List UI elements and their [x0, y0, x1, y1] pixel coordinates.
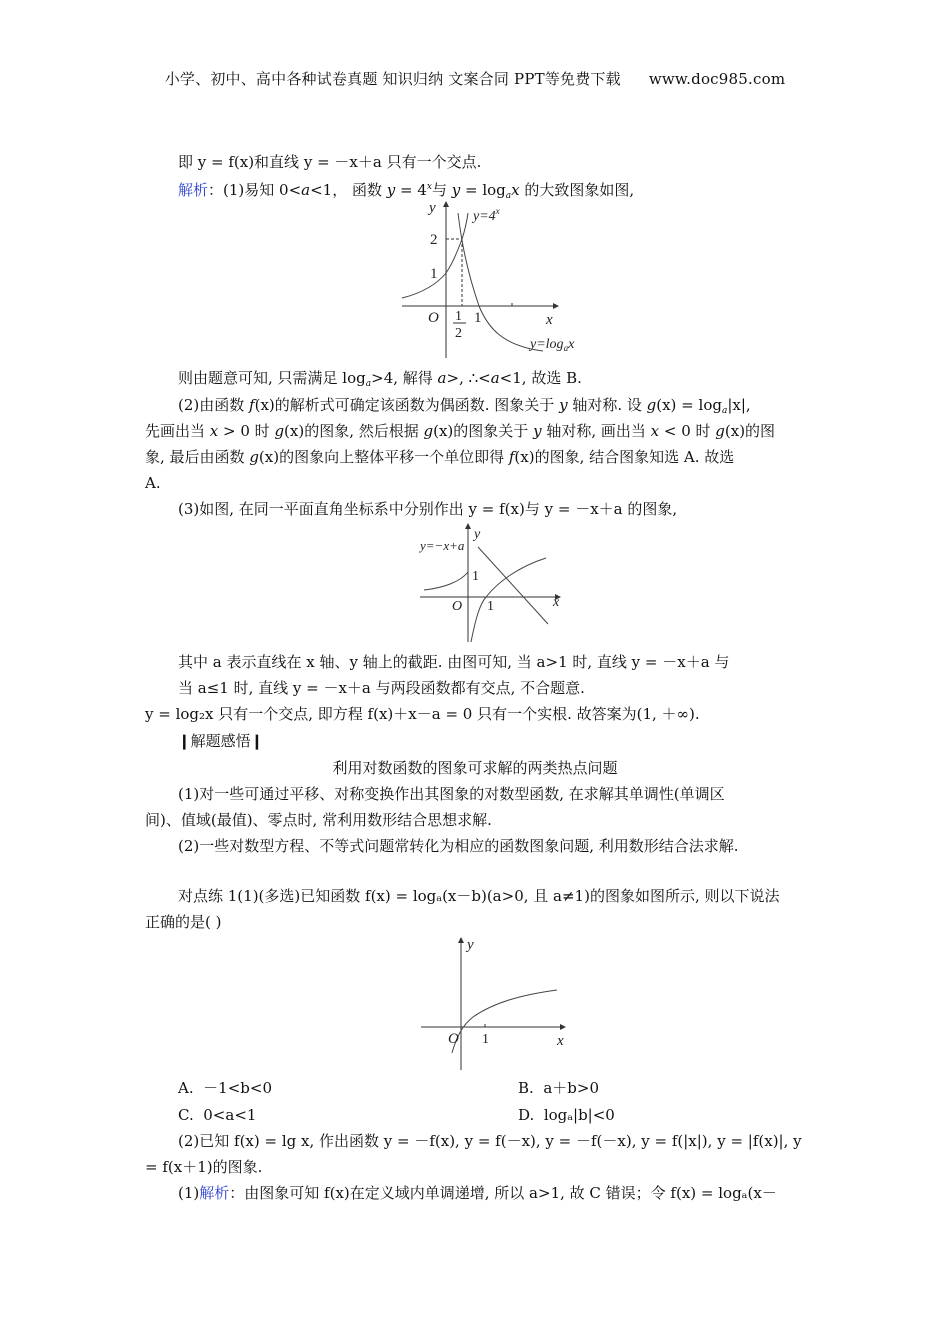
intercept-line-2: 当 a≤1 时, 直线 y = －x＋a 与两段函数都有交点, 不合题意. — [178, 679, 585, 697]
text: > 0 时 — [218, 422, 275, 440]
text: (2)由函数 — [178, 396, 250, 414]
log-curve — [452, 990, 557, 1053]
var: a — [365, 379, 372, 389]
line-label: y=−x+a — [420, 538, 465, 553]
var: a — [437, 369, 447, 387]
text: <1， 函数 — [310, 181, 387, 199]
var: x — [650, 422, 660, 440]
text: = 4 — [395, 181, 427, 199]
var: x — [209, 422, 219, 440]
text: (1) — [178, 1184, 200, 1202]
text: ：由图象可知 f(x)在定义域内单调递增, 所以 a>1, 故 C 错误；令 f(x) = logₐ(x－ — [229, 1184, 777, 1202]
header-site-link[interactable]: www.doc985.com — [648, 70, 786, 88]
var: g — [249, 448, 259, 466]
text: <1, 故选 B. — [499, 369, 582, 387]
text: 则由题意可知, 只需满足 log — [178, 369, 366, 387]
x-tick-1: 1 — [487, 599, 494, 614]
insight-1-line-2: 间)、值域(最值)、零点时, 常利用数形结合思想求解. — [145, 811, 492, 829]
insight-2: (2)一些对数型方程、不等式问题常转化为相应的函数图象问题, 利用数形结合法求解. — [178, 837, 739, 855]
text: >, ∴< — [446, 369, 491, 387]
curve-log — [458, 213, 543, 351]
figure-exp-log-graph — [398, 198, 598, 360]
intro-line: 即 y = f(x)和直线 y = －x＋a 只有一个交点. — [178, 153, 482, 171]
intercept-line-3: y = log₂x 只有一个交点, 即方程 f(x)＋x－a = 0 只有一个实根. 故答案为(1, ＋∞). — [145, 705, 700, 723]
x-tick-half-den: 2 — [455, 326, 462, 341]
var: g — [423, 422, 434, 440]
option-text: －1<b<0 — [203, 1079, 272, 1097]
text: 的大致图象如图, — [519, 181, 635, 199]
var: f — [249, 396, 255, 414]
text: 先画出当 — [145, 422, 210, 440]
figure-log-shift-graph — [415, 935, 567, 1073]
origin-label: O — [448, 1031, 459, 1047]
var: y — [451, 181, 461, 199]
var: g — [274, 422, 285, 440]
intercept-line-1: 其中 a 表示直线在 x 轴、y 轴上的截距. 由图可知, 当 a>1 时, 直线 y = －x＋a 与 — [178, 653, 730, 671]
x-tick-half-num: 1 — [455, 309, 462, 324]
curve-exp — [402, 213, 468, 298]
y-axis-label: y — [429, 200, 436, 216]
x-tick-1-label: 1 — [482, 1032, 489, 1047]
analysis-label: 解析 — [199, 1184, 230, 1202]
var: f — [508, 448, 515, 466]
option-b[interactable] — [518, 1078, 599, 1098]
option-d[interactable] — [518, 1105, 615, 1125]
text: (x)的图象关于 — [433, 422, 534, 440]
text: (x)的解析式可确定该函数为偶函数. 图象关于 — [254, 396, 560, 414]
insight-tag: ❙解题感悟❙ — [178, 732, 264, 750]
page-header — [0, 68, 950, 89]
option-text: logₐ|b|<0 — [543, 1106, 615, 1124]
text: (x)的图象, 结合图象知选 A. 故选 — [514, 448, 735, 466]
text: < 0 时 — [659, 422, 716, 440]
x-axis-label: x — [553, 595, 560, 610]
option-letter: C. — [178, 1106, 194, 1124]
exercise-q2-line-1: (2)已知 f(x) = lg x, 作出函数 y = －f(x), y = f(－x), y = －f(－x), y = f(|x|), y = |f(x)|, y — [178, 1132, 802, 1150]
text: (x)的图象向上整体平移一个单位即得 — [258, 448, 509, 466]
y-tick-2: 2 — [430, 232, 438, 248]
exercise-answer-line — [178, 1183, 777, 1203]
var: a — [301, 181, 311, 199]
option-letter: D. — [518, 1106, 535, 1124]
text: 轴对称. 设 — [567, 396, 647, 414]
var: g — [715, 422, 725, 440]
text: = log — [460, 181, 506, 199]
x-tick-1: 1 — [474, 310, 482, 326]
y-axis-label: y — [474, 527, 481, 542]
var: x — [511, 181, 520, 199]
text: (x)的图 — [724, 422, 776, 440]
text: (x) = log — [656, 396, 722, 414]
part2-line-2 — [145, 421, 775, 441]
var: g — [646, 396, 657, 414]
curve-exp-label: $y=4^x$ — [473, 206, 500, 224]
origin-label: O — [428, 310, 439, 326]
conclusion-line-1 — [178, 368, 582, 394]
text: 与 — [431, 181, 452, 199]
option-a[interactable] — [178, 1078, 272, 1098]
y-axis-label: y — [467, 937, 474, 953]
exercise-q2-line-2: = f(x＋1)的图象. — [145, 1158, 263, 1176]
option-c[interactable] — [178, 1105, 256, 1125]
x-axis-label: x — [546, 312, 553, 328]
part2-line-3 — [145, 447, 734, 467]
text: |x|, — [727, 396, 751, 414]
var: a — [721, 406, 728, 416]
option-text: a＋b>0 — [543, 1079, 600, 1097]
y-tick-1: 1 — [430, 266, 438, 282]
curve-left-branch — [424, 572, 468, 590]
origin-label: O — [452, 599, 463, 614]
option-text: 0<a<1 — [203, 1106, 257, 1124]
text: 轴对称, 画出当 — [541, 422, 651, 440]
text: >4, 解得 — [371, 369, 438, 387]
curve-log-label: $y=\log_ax$ — [530, 337, 575, 353]
var: a — [505, 191, 512, 201]
var: x — [426, 182, 432, 192]
part2-line-4: A. — [145, 474, 161, 492]
option-letter: B. — [518, 1079, 534, 1097]
insight-title: 利用对数函数的图象可求解的两类热点问题 — [332, 759, 618, 777]
figure-line-log-graph — [418, 522, 568, 644]
exercise-question-line-1: 对点练 1(1)(多选)已知函数 f(x) = logₐ(x－b)(a>0, 且 a≠1)的图象如图所示, 则以下说法 — [178, 887, 780, 905]
part2-line-1 — [178, 395, 751, 421]
curve-right-branch — [471, 558, 546, 642]
var: y — [386, 181, 396, 199]
text: (x)的图象, 然后根据 — [284, 422, 424, 440]
text: ：(1)易知 0< — [208, 181, 302, 199]
exercise-question-line-2: 正确的是( ) — [145, 913, 222, 931]
option-letter: A. — [178, 1079, 194, 1097]
insight-1-line-1: (1)对一些可通过平移、对称变换作出其图象的对数型函数, 在求解其单调性(单调区 — [178, 785, 725, 803]
var: y — [559, 396, 568, 414]
text: 象, 最后由函数 — [145, 448, 250, 466]
part3-line: (3)如图, 在同一平面直角坐标系中分别作出 y = f(x)与 y = －x＋a 的图象, — [178, 500, 678, 518]
var: a — [490, 369, 500, 387]
x-axis-label: x — [557, 1033, 564, 1049]
analysis-label: 解析 — [178, 181, 209, 199]
header-text: 小学、初中、高中各种试卷真题 知识归纳 文案合同 PPT等免费下载 — [164, 70, 621, 88]
y-tick-1: 1 — [472, 569, 479, 584]
var: y — [533, 422, 542, 440]
